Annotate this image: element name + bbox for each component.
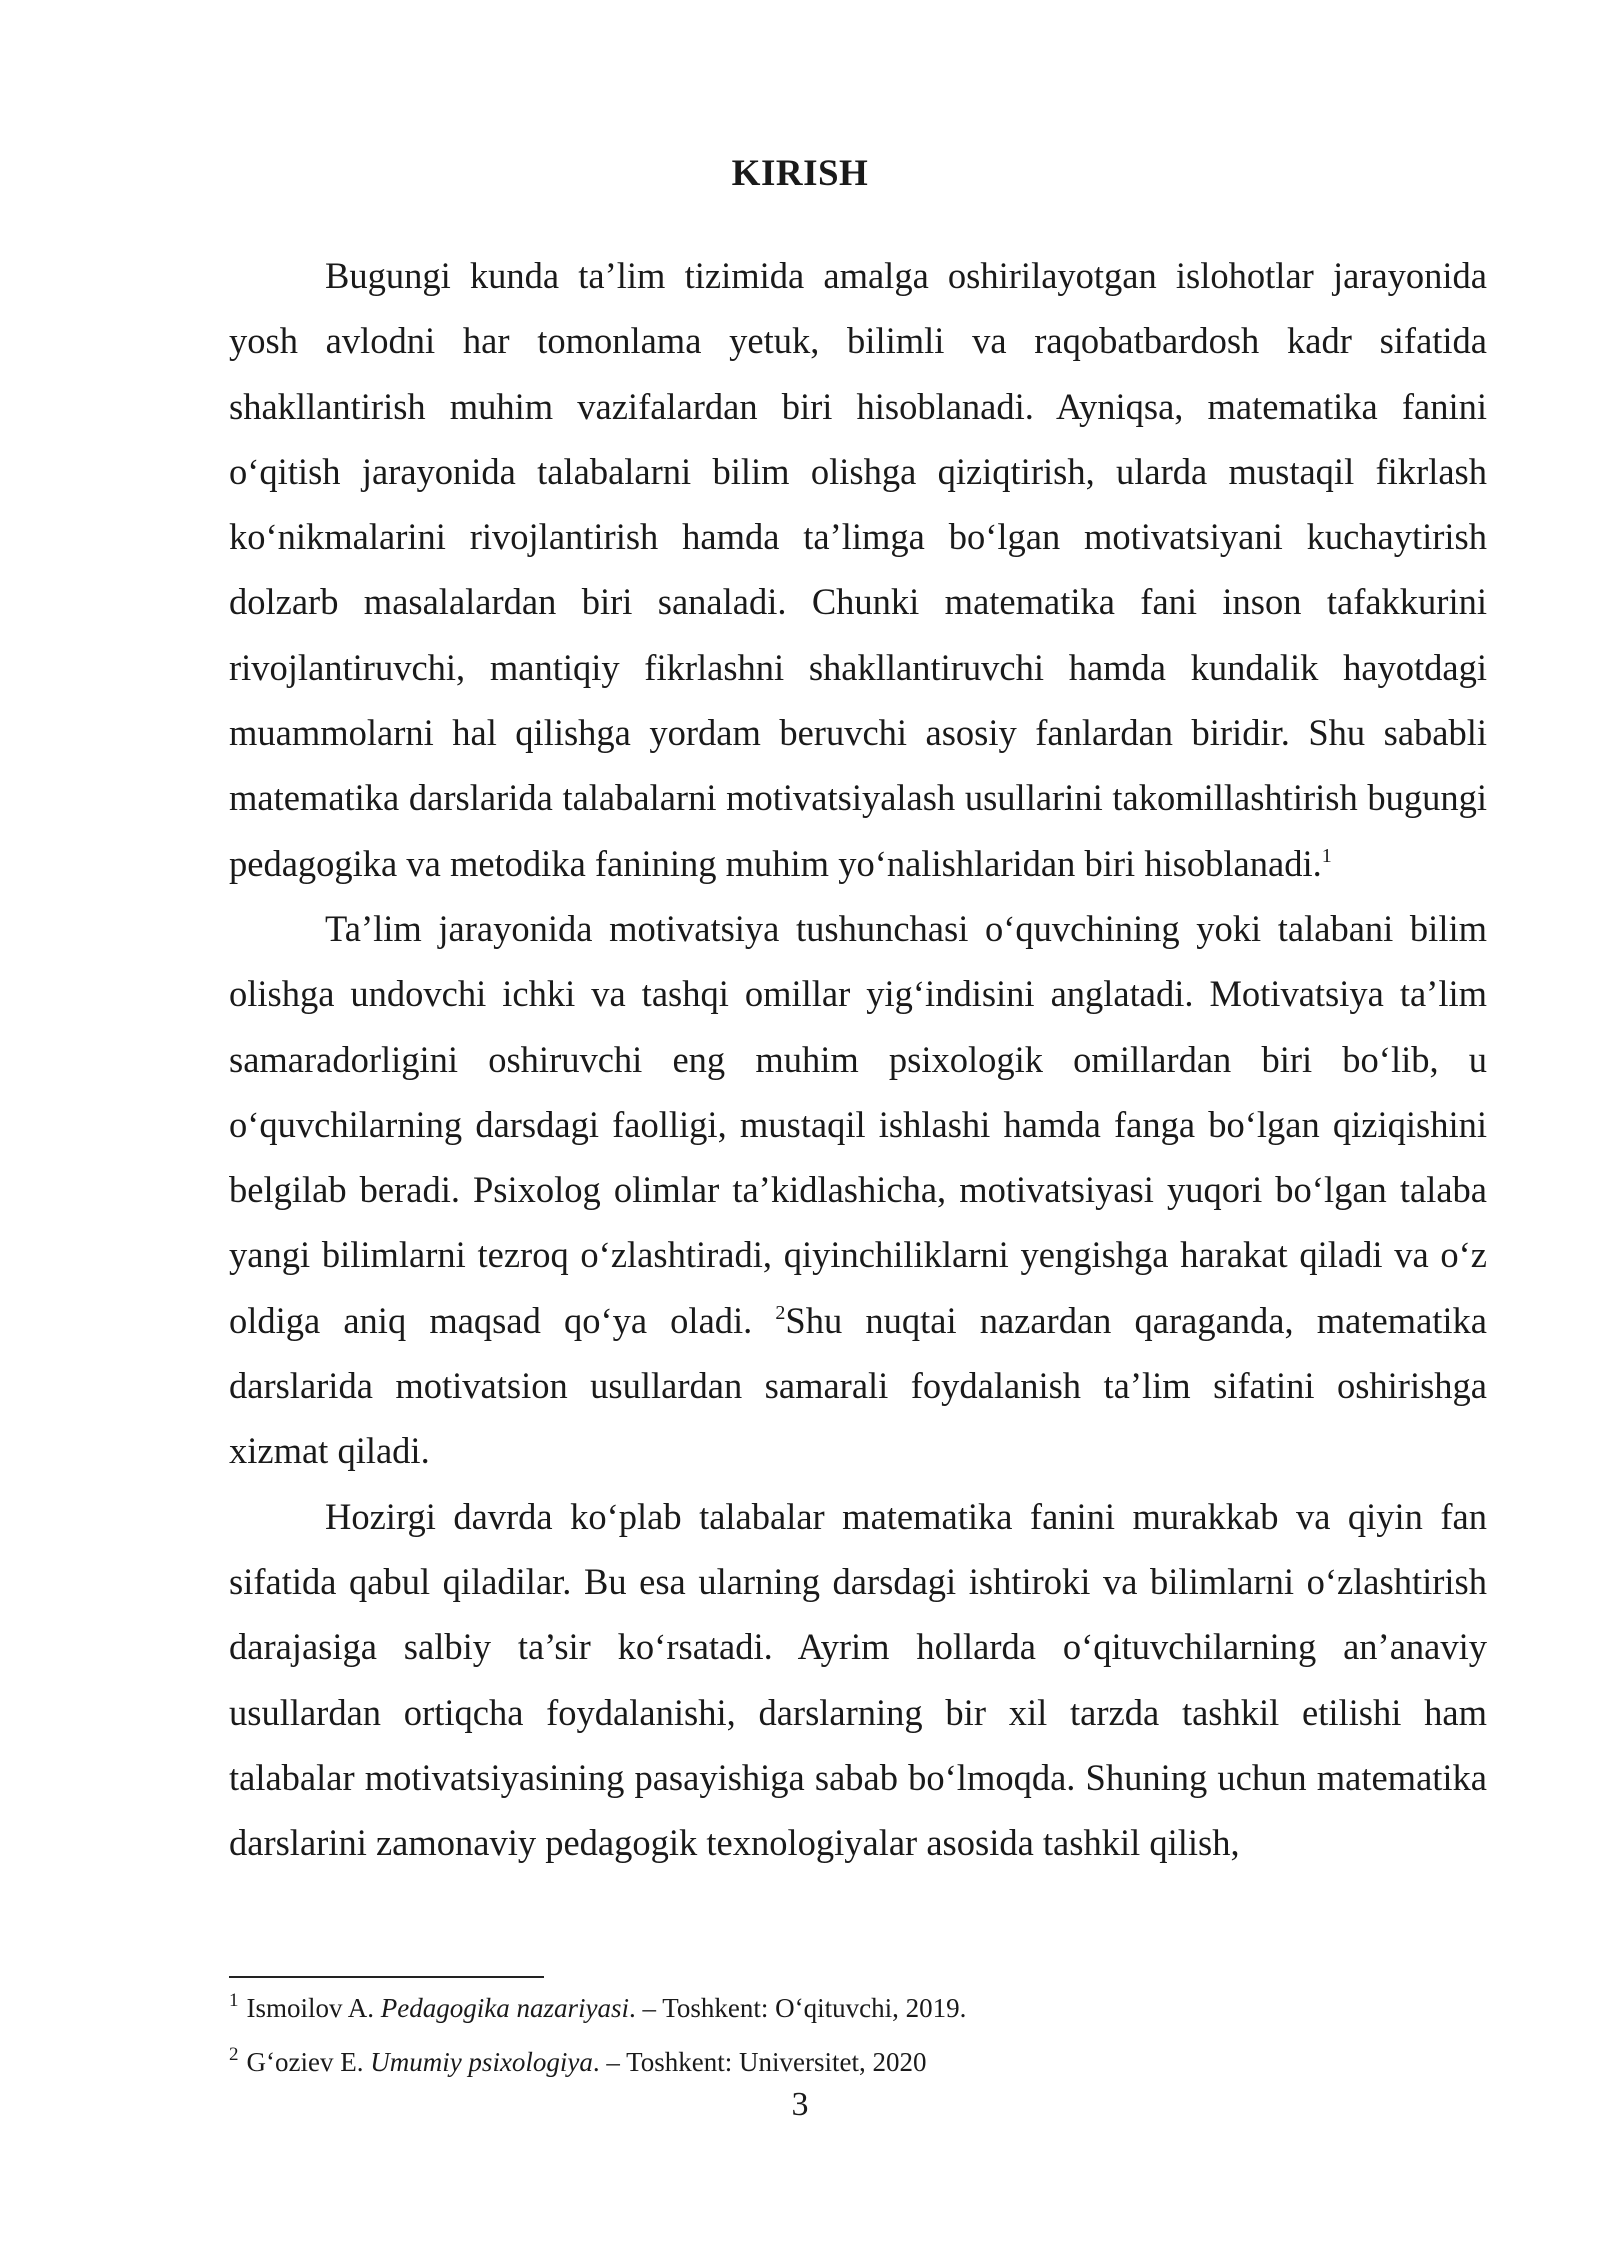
footnote-work-title: Pedagogika nazariyasi [380, 1993, 629, 2023]
footnote-publication: . – Toshkent: Universitet, 2020 [592, 2047, 927, 2077]
footnote-separator [229, 1976, 544, 1978]
body-text [229, 243, 1487, 1875]
paragraph-2 [229, 896, 1487, 1484]
page-title: KIRISH [731, 153, 869, 194]
footnote-work-title: Umumiy psixologiya [370, 2047, 593, 2077]
footnote-author: Ismoilov A. [246, 1993, 375, 2023]
footnote-2 [229, 2044, 1489, 2080]
footnote-1 [229, 1990, 1489, 2026]
footnotes [229, 1990, 1489, 2080]
paragraph-1-text: Bugungi kunda ta’lim tizimida amalga oshirilayotgan islohotlar jarayonida yosh avlodni har tomonlama yetuk, bilimli va raqobatbardosh kadr sifatida shakllantirish muhim vazifalardan biri hisoblanadi. Ayniqsa, matematika fanini o‘qitish jarayonida talabalarni bilim olishga qiziqtirish, ularda mustaqil fikrlash ko‘nikmalarini rivojlantirish hamda ta’limga bo‘lgan motivatsiyani kuchaytirish dolzarb masalalardan biri sanaladi. Chunki matematika fani inson tafakkurini rivojlantiruvchi, mantiqiy fikrlashni shakllantiruvchi hamda kundalik hayotdagi muammolarni hal qilishga yordam beruvchi asosiy fanlardan biridir. Shu sababli matematika darslarida talabalarni motivatsiyalash usullarini takomillashtirish bugungi pedagogika va metodika fanining muhim yo‘nalishlaridan biri hisoblanadi. [229, 255, 1487, 884]
paragraph-3-text: Hozirgi davrda ko‘plab talabalar matematika fanini murakkab va qiyin fan sifatida qabul qiladilar. Bu esa ularning darsdagi ishtiroki va bilimlarni o‘zlashtirish darajasiga salbiy ta’sir ko‘rsatadi. Ayrim hollarda o‘qituvchilarning an’anaviy usullardan ortiqcha foydalanishi, darslarning bir xil tarzda tashkil etilishi ham talabalar motivatsiyasining pasayishiga sabab bo‘lmoqda. Shuning uchun matematika darslarini zamonaviy pedagogik texnologiyalar asosida tashkil qilish, [229, 1495, 1487, 1864]
footnote-number: 1 [229, 1990, 239, 2011]
footnote-ref-2[interactable]: 2 [775, 1301, 786, 1324]
footnote-publication: . – Toshkent: O‘qituvchi, 2019. [629, 1993, 967, 2023]
footnote-author: G‘oziev E. [246, 2047, 364, 2077]
paragraph-1 [229, 243, 1487, 896]
footnote-ref-1[interactable]: 1 [1321, 844, 1332, 867]
page-number: 3 [791, 2086, 809, 2123]
paragraph-2-text-after: Shu nuqtai nazardan qaraganda, matematika darslarida motivatsion usullardan samarali foydalanish ta’lim sifatini oshirishga xizmat qiladi. [229, 1299, 1487, 1472]
footnote-number: 2 [229, 2044, 239, 2065]
paragraph-2-text-before: Ta’lim jarayonida motivatsiya tushunchasi o‘quvchining yoki talabani bilim olishga undovchi ichki va tashqi omillar yig‘indisini anglatadi. Motivatsiya ta’lim samaradorligini oshiruvchi eng muhim psixologik omillardan biri bo‘lib, u o‘quvchilarning darsdagi faolligi, mustaqil ishlashi hamda fanga bo‘lgan qiziqishini belgilab beradi. Psixolog olimlar ta’kidlashicha, motivatsiyasi yuqori bo‘lgan talaba yangi bilimlarni tezroq o‘zlashtiradi, qiyinchiliklarni yengishga harakat qiladi va o‘z oldiga aniq maqsad qo‘ya oladi. [229, 907, 1487, 1341]
paragraph-3 [229, 1484, 1487, 1876]
